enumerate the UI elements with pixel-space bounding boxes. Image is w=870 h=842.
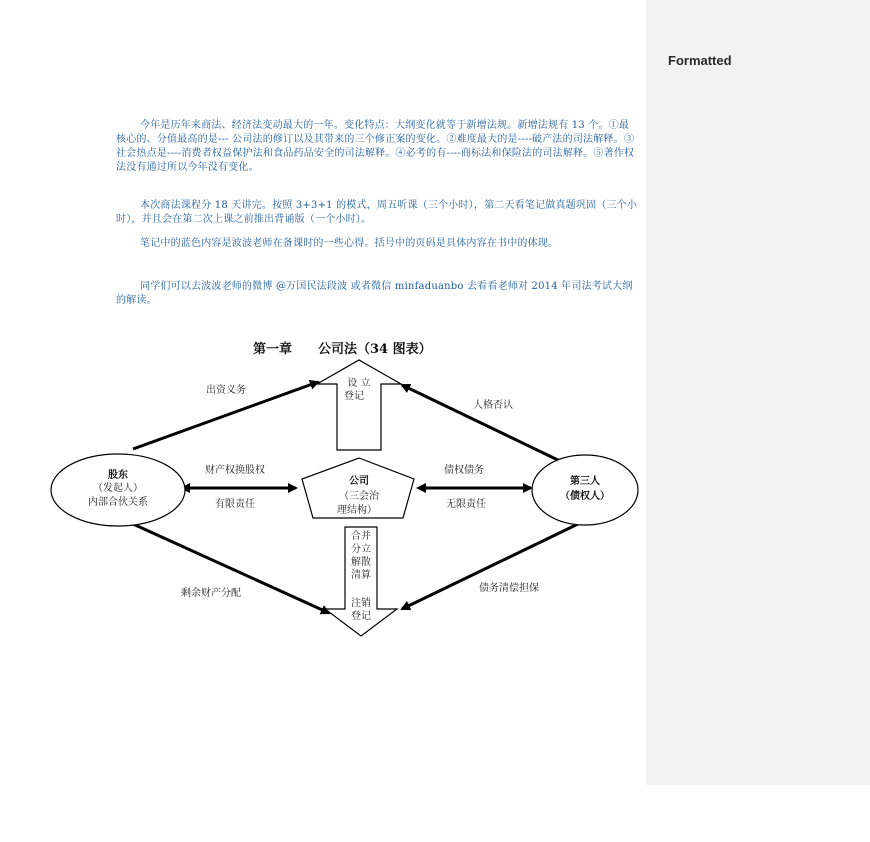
establishment-line2: 登记 xyxy=(344,391,364,402)
third-party-name: 第三人 xyxy=(570,476,600,487)
establishment-line1: 设 立 xyxy=(347,378,371,389)
arrow-thirdparty-to-registration xyxy=(402,385,560,461)
establishment-block-arrow xyxy=(317,360,401,450)
label-property-exchange: 财产权换股权 xyxy=(205,465,265,476)
dissolution-line2: 分立 xyxy=(351,544,371,555)
dissolution-line1: 合并 xyxy=(351,531,371,542)
paragraph-1-text: 今年是历年来商法、经济法变动最大的一年。变化特点：大纲变化就等于新增法规。新增法规有 13 个。①最核心的、分值最高的是--- 公司法的修订以及其带来的三个修正案的变化。②难度最大的是----破产法的司法解释。③社会热点是----消费者权益保护法和食品药品安全的司法解释。④必考的有----商标法和保险法的司法解释。⑤著作权法没有通过所以今年没有变化。 xyxy=(116,120,635,173)
label-veil-piercing: 人格否认 xyxy=(473,400,513,411)
company-line2: （三会治 xyxy=(339,491,379,502)
paragraph-2-text: 本次商法课程分 18 天讲完。按照 3+3+1 的模式，周五听课（三个小时），第二天看笔记做真题巩固（三个小时），并且会在第二次上课之前推出背诵版（一个小时）。 xyxy=(116,200,638,225)
label-capital-duty: 出资义务 xyxy=(206,385,246,396)
label-residual-distribution: 剩余财产分配 xyxy=(181,588,241,599)
diagram-title: 第一章 公司法（34 图表） xyxy=(253,342,432,357)
dissolution-line6: 登记 xyxy=(351,611,371,622)
label-unlimited-liability: 无限责任 xyxy=(446,499,486,510)
company-line3: 理结构） xyxy=(337,505,377,516)
label-debt-relation: 债权债务 xyxy=(444,465,484,476)
shareholder-name: 股东 xyxy=(108,470,128,481)
third-party-ellipse xyxy=(532,455,638,525)
dissolution-line4: 清算 xyxy=(351,570,371,581)
shareholder-note: 内部合伙关系 xyxy=(88,497,148,508)
arrow-shareholder-to-dissolution xyxy=(133,524,329,613)
label-limited-liability: 有限责任 xyxy=(215,499,255,510)
arrow-thirdparty-to-dissolution xyxy=(402,523,580,609)
shareholder-sub: （发起人） xyxy=(93,483,143,494)
label-debt-settlement: 债务清偿担保 xyxy=(479,583,539,594)
company-name: 公司 xyxy=(349,476,369,487)
dissolution-line5: 注销 xyxy=(351,598,371,609)
third-party-sub: （债权人） xyxy=(560,491,610,502)
paragraph-3-text: 笔记中的蓝色内容是波波老师在备课时的一些心得。括号中的页码是具体内容在书中的体现。 xyxy=(140,238,559,249)
comment-pane-header: Formatted xyxy=(668,53,732,68)
dissolution-line3: 解散 xyxy=(351,557,371,568)
paragraph-4-text: 同学们可以去波波老师的微博 @万国民法段波 或者微信 minfaduanbo 去看看老师对 2014 年司法考试大纲的解读。 xyxy=(116,281,633,306)
